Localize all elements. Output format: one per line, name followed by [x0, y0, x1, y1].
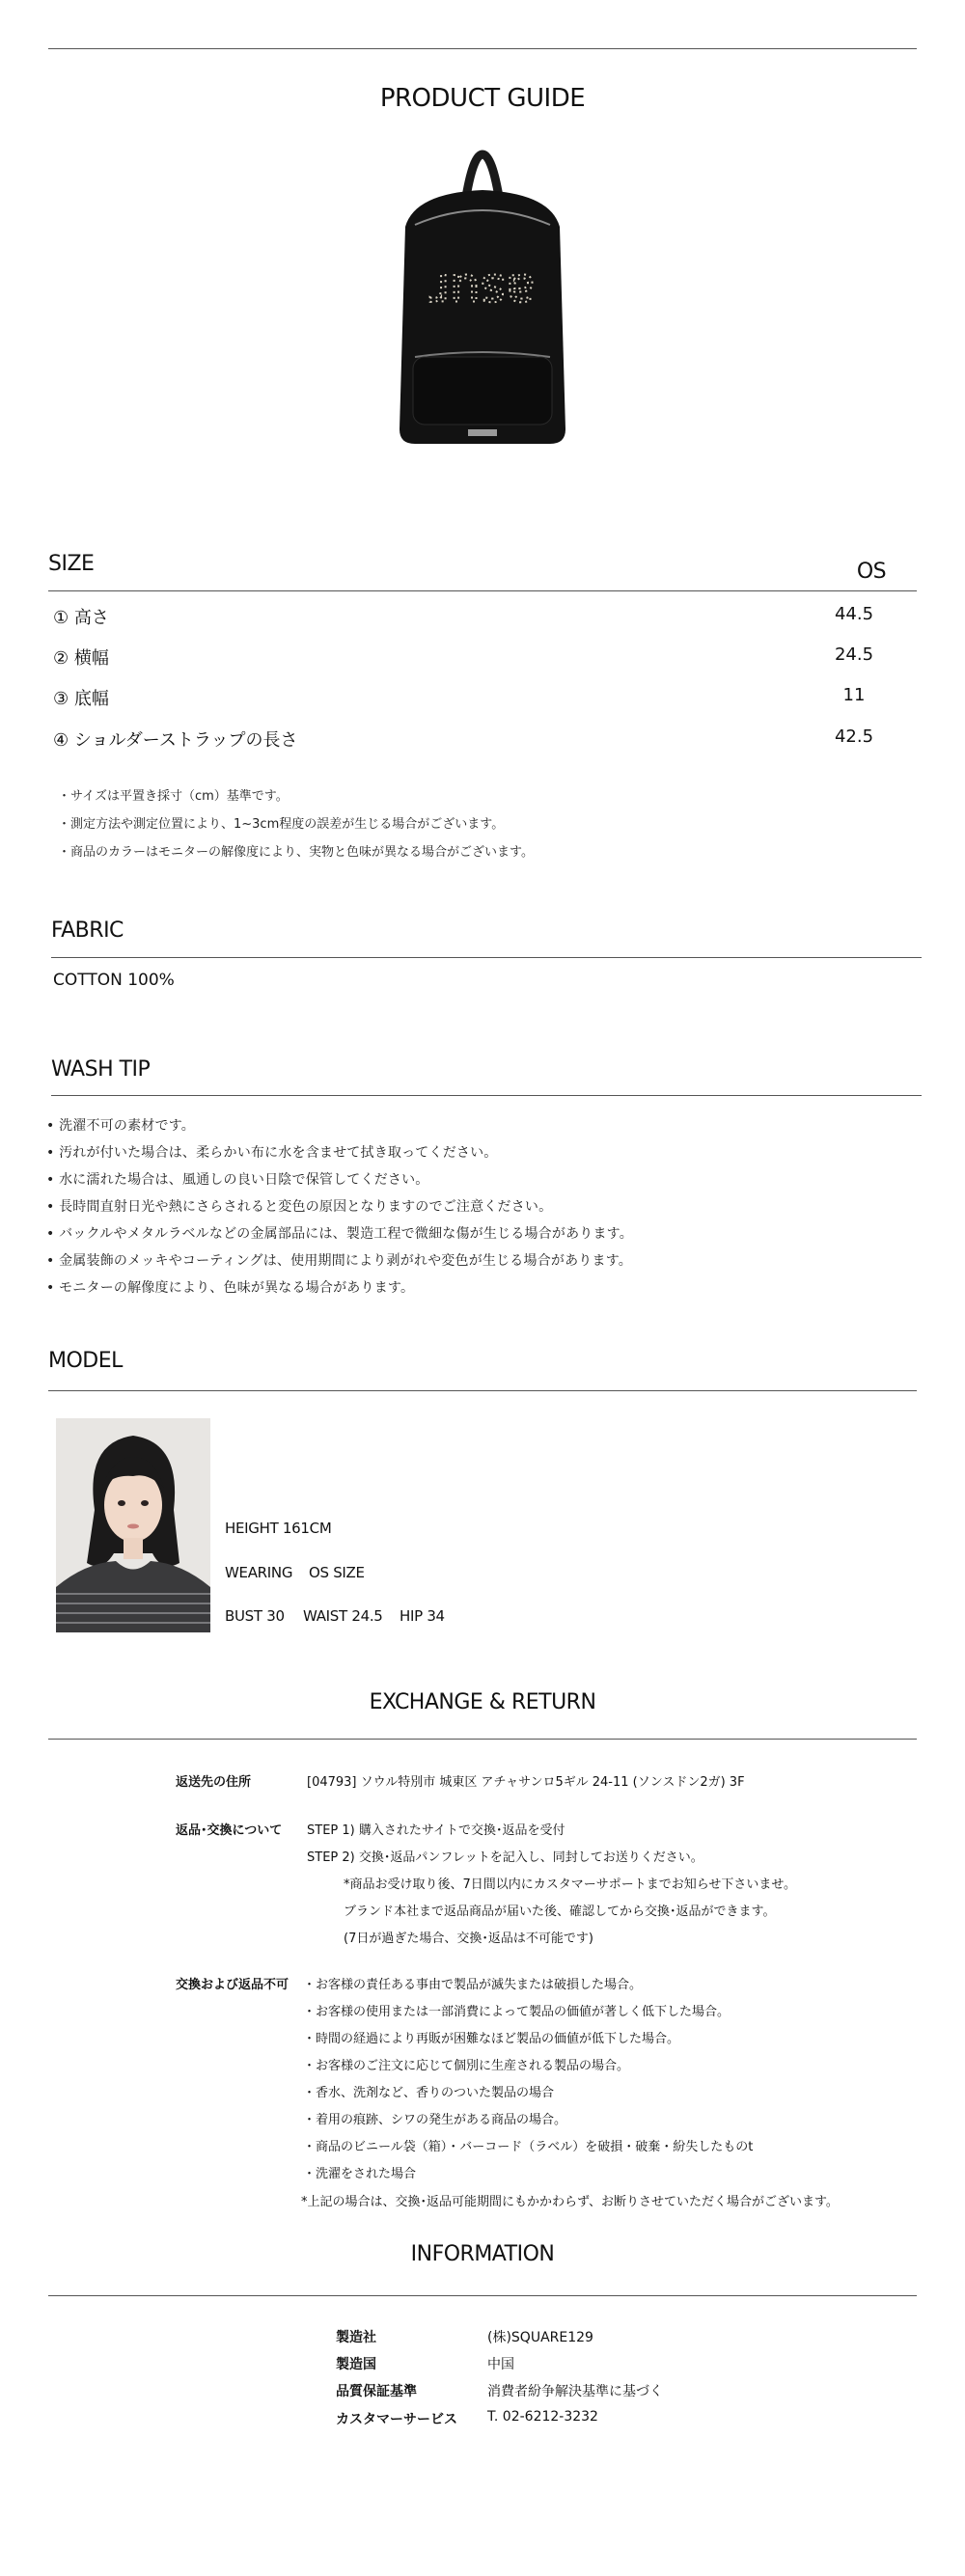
wash-tip-item: • 洗濯不可の素材です。	[46, 1118, 195, 1134]
info-label: 製造国	[336, 2357, 376, 2372]
size-title: SIZE	[48, 552, 95, 576]
wash-tip-item: • 長時間直射日光や熱にさらされると変色の原因となりますのでご注意ください。	[46, 1199, 553, 1215]
model-photo	[56, 1418, 210, 1632]
model-wearing-size: OS SIZE	[309, 1564, 365, 1581]
size-value: 44.5	[834, 604, 874, 624]
unavailable-item: ・お客様の責任ある事由で製品が滅失または破損した場合。	[303, 1978, 643, 1992]
process-note: (7日が過ぎた場合、交換･返品は不可能です)	[344, 1932, 593, 1946]
model-portrait	[56, 1418, 210, 1632]
unavailable-item: ・着用の痕跡、シワの発生がある商品の場合。	[303, 2113, 567, 2127]
info-value: 中国	[487, 2357, 514, 2372]
size-column-os: OS	[856, 560, 887, 584]
process-note: ブランド本社まで返品商品が届いた後、確認してから交換･返品ができます。	[344, 1905, 776, 1919]
size-label: ① 高さ	[53, 608, 109, 628]
unavailable-label: 交換および返品不可	[176, 1978, 290, 1992]
unavailable-item: ・お客様の使用または一部消費によって製品の価値が著しく低下した場合。	[303, 2005, 731, 2019]
wash-tip-item: • 汚れが付いた場合は、柔らかい布に水を含ませて拭き取ってください。	[46, 1145, 498, 1161]
process-label: 返品･交換について	[176, 1823, 283, 1838]
size-note: ・測定方法や測定位置により、1~3cm程度の誤差が生じる場合がございます。	[58, 817, 505, 832]
model-hip: HIP 34	[400, 1607, 445, 1625]
wash-tip-item: • モニターの解像度により、色味が異なる場合があります。	[46, 1280, 415, 1296]
unavailable-item: ・お客様のご注文に応じて個別に生産される製品の場合。	[303, 2059, 630, 2073]
size-note: ・商品のカラーはモニターの解像度により、実物と色味が異なる場合がございます。	[58, 845, 534, 860]
fabric-text: COTTON 100%	[53, 971, 175, 990]
wash-tip-divider	[51, 1095, 922, 1096]
fabric-title: FABRIC	[51, 918, 124, 943]
model-bust: BUST 30	[225, 1607, 285, 1625]
model-title: MODEL	[48, 1349, 123, 1373]
info-label: 品質保証基準	[336, 2384, 417, 2399]
top-divider	[48, 48, 917, 49]
information-divider	[48, 2295, 917, 2296]
exchange-footnote: *上記の場合は、交換･返品可能期間にもかかわらず、お断りさせていただく場合がございます。	[301, 2195, 839, 2209]
fabric-divider	[51, 957, 922, 958]
product-guide-title: PRODUCT GUIDE	[379, 84, 586, 113]
model-height: HEIGHT 161CM	[225, 1520, 332, 1537]
process-note: *商品お受け取り後、7日間以内にカスタマーサポートまでお知らせ下さいませ。	[344, 1877, 796, 1892]
size-value: 24.5	[834, 644, 874, 665]
wash-tip-item: • バックルやメタルラベルなどの金属部品には、製造工程で微細な傷が生じる場合があります。	[46, 1226, 633, 1242]
unavailable-item: ・香水、洗剤など、香りのついた製品の場合	[303, 2086, 555, 2100]
size-value: 42.5	[834, 726, 874, 747]
info-value: T. 02-6212-3232	[487, 2409, 598, 2425]
size-label: ④ ショルダーストラップの長さ	[53, 730, 298, 751]
product-image	[376, 150, 589, 458]
process-step: STEP 1) 購入されたサイトで交換･返品を受付	[307, 1823, 565, 1838]
information-title: INFORMATION	[410, 2242, 555, 2266]
wash-tip-item: • 水に濡れた場合は、風通しの良い日陰で保管してください。	[46, 1172, 429, 1188]
model-divider	[48, 1390, 917, 1391]
process-step: STEP 2) 交換･返品パンフレットを記入し、同封してお送りください。	[307, 1850, 703, 1865]
info-label: カスタマーサービス	[336, 2412, 457, 2427]
unavailable-item: ・洗濯をされた場合	[303, 2167, 417, 2181]
model-wearing-label: WEARING	[225, 1564, 293, 1581]
info-label: 製造社	[336, 2330, 376, 2345]
size-divider	[48, 590, 917, 591]
info-value: 消費者紛争解決基準に基づく	[487, 2384, 663, 2399]
address-text: [04793] ソウル特別市 城東区 アチャサンロ5ギル 24-11 (ソンスドン2ガ) 3F	[307, 1775, 745, 1790]
info-value: (株)SQUARE129	[487, 2330, 593, 2345]
exchange-divider	[48, 1739, 917, 1740]
bag-logo-text: asur	[429, 263, 536, 319]
backpack-illustration	[376, 150, 589, 458]
model-waist: WAIST 24.5	[303, 1607, 383, 1625]
wash-tip-item: • 金属装飾のメッキやコーティングは、使用期間により剥がれや変色が生じる場合があります。	[46, 1253, 632, 1269]
exchange-title: EXCHANGE & RETURN	[369, 1690, 596, 1714]
size-value: 11	[842, 685, 866, 705]
size-label: ② 横幅	[53, 648, 109, 669]
address-label: 返送先の住所	[176, 1775, 252, 1790]
unavailable-item: ・時間の経過により再販が困難なほど製品の価値が低下した場合。	[303, 2032, 680, 2046]
size-note: ・サイズは平置き採寸（cm）基準です。	[58, 789, 289, 804]
size-label: ③ 底幅	[53, 689, 109, 709]
wash-tip-title: WASH TIP	[51, 1057, 151, 1082]
unavailable-item: ・商品のビニール袋（箱）・バーコード（ラベル）を破損・破棄・紛失したものt	[303, 2140, 754, 2154]
